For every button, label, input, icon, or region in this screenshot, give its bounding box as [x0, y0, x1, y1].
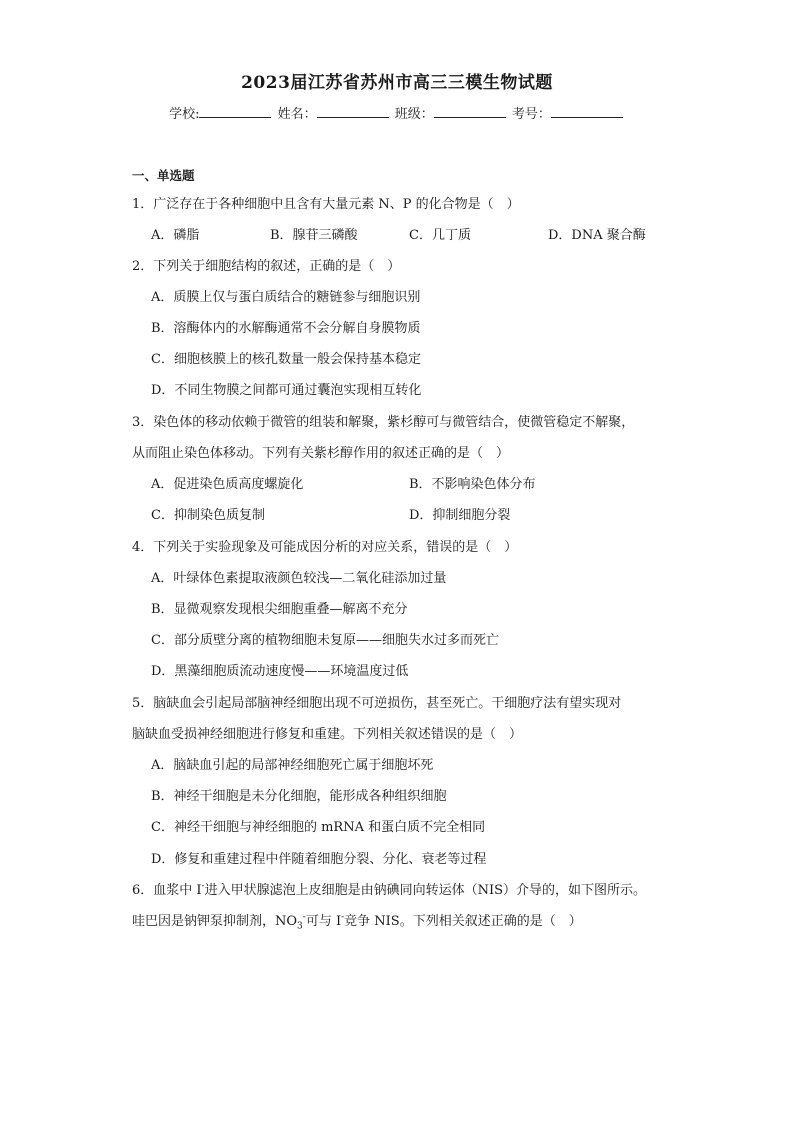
question-3-stem-line-2: 从而阻止染色体移动。下列有关紫杉醇作用的叙述正确的是（ ）	[132, 446, 510, 461]
question-4-option-a[interactable]: A．叶绿体色素提取液颜色较浅—二氧化硅添加过量	[151, 571, 447, 586]
question-3-option-b[interactable]: B．不影响染色体分布	[409, 477, 536, 492]
exam-title: 2023届江苏省苏州市高三三模生物试题	[241, 73, 553, 93]
exam-number-label: 考号：	[511, 107, 551, 122]
question-2-option-c[interactable]: C．细胞核膜上的核孔数量一般会保持基本稳定	[151, 352, 421, 367]
question-1-stem: 1．广泛存在于各种细胞中且含有大量元素 N、P 的化合物是（ ）	[132, 197, 520, 212]
question-4-option-c[interactable]: C．部分质壁分离的植物细胞未复原——细胞失水过多而死亡	[151, 633, 499, 648]
exam-number-blank[interactable]	[551, 105, 623, 118]
nitrate-subscript: 3	[297, 921, 303, 932]
question-2-option-d[interactable]: D．不同生物膜之间都可通过囊泡实现相互转化	[151, 383, 422, 398]
question-6-stem-line-2	[132, 910, 582, 932]
iodide-charge-2: -	[341, 912, 345, 923]
question-5-option-c[interactable]: C．神经干细胞与神经细胞的 mRNA 和蛋白质不完全相同	[151, 820, 486, 835]
school-label: 学校:	[169, 107, 200, 122]
question-5-option-a[interactable]: A．脑缺血引起的局部神经细胞死亡属于细胞坏死	[151, 758, 434, 773]
nitrate-charge: -	[302, 912, 306, 923]
question-6-stem-line-1	[132, 879, 646, 898]
question-3-option-c[interactable]: C．抑制染色质复制	[151, 508, 265, 523]
question-6-stem-part-2: 进入甲状腺滤泡上皮细胞是由钠碘同向转运体（NIS）介导的，如下图所示。	[204, 883, 647, 898]
question-5-stem-line-2: 脑缺血受损神经细胞进行修复和重建。下列相关叙述错误的是（ ）	[132, 727, 523, 742]
question-3-option-a[interactable]: A．促进染色质高度螺旋化	[151, 477, 304, 492]
question-2-option-a[interactable]: A．质膜上仅与蛋白质结合的糖链参与细胞识别	[151, 290, 421, 305]
question-1-option-c[interactable]: C．几丁质	[409, 228, 471, 243]
question-4-option-b[interactable]: B．显微观察发现根尖细胞重叠—解离不充分	[151, 602, 408, 617]
question-6-stem-part-1: 6．血浆中 I	[132, 883, 202, 898]
question-3-stem-line-1: 3．染色体的移动依赖于微管的组装和解聚，紫杉醇可与微管结合，使微管稳定不解聚，	[132, 415, 635, 430]
question-6-stem-part-3: 哇巴因是钠钾泵抑制剂，NO	[132, 914, 298, 929]
student-info-line	[0, 103, 794, 122]
class-label: 班级：	[394, 107, 434, 122]
question-5-option-d[interactable]: D．修复和重建过程中伴随着细胞分裂、分化、衰老等过程	[151, 852, 487, 867]
question-6-stem-part-5: 竞争 NIS。下列相关叙述正确的是（ ）	[344, 914, 582, 929]
question-3-option-d[interactable]: D．抑制细胞分裂	[409, 508, 511, 523]
question-1-option-b[interactable]: B．腺苷三磷酸	[270, 228, 358, 243]
class-blank[interactable]	[434, 105, 506, 118]
question-6-stem-part-4: 可与 I	[305, 914, 342, 929]
name-label: 姓名：	[277, 107, 317, 122]
question-4-option-d[interactable]: D．黑藻细胞质流动速度慢——环境温度过低	[151, 664, 409, 679]
question-4-stem: 4．下列关于实验现象及可能成因分析的对应关系，错误的是（ ）	[132, 540, 518, 555]
name-blank[interactable]	[317, 105, 389, 118]
school-blank[interactable]	[199, 105, 271, 118]
question-2-option-b[interactable]: B．溶酶体内的水解酶通常不会分解自身膜物质	[151, 321, 421, 336]
question-2-stem: 2．下列关于细胞结构的叙述，正确的是（ ）	[132, 259, 401, 274]
section-heading: 一、单选题	[132, 168, 195, 183]
question-1-option-d[interactable]: D．DNA 聚合酶	[548, 228, 646, 243]
question-5-stem-line-1: 5．脑缺血会引起局部脑神经细胞出现不可逆损伤，甚至死亡。干细胞疗法有望实现对	[132, 696, 622, 711]
question-1-option-a[interactable]: A．磷脂	[151, 228, 200, 243]
iodide-charge: -	[201, 881, 205, 892]
question-5-option-b[interactable]: B．神经干细胞是未分化细胞，能形成各种组织细胞	[151, 789, 447, 804]
